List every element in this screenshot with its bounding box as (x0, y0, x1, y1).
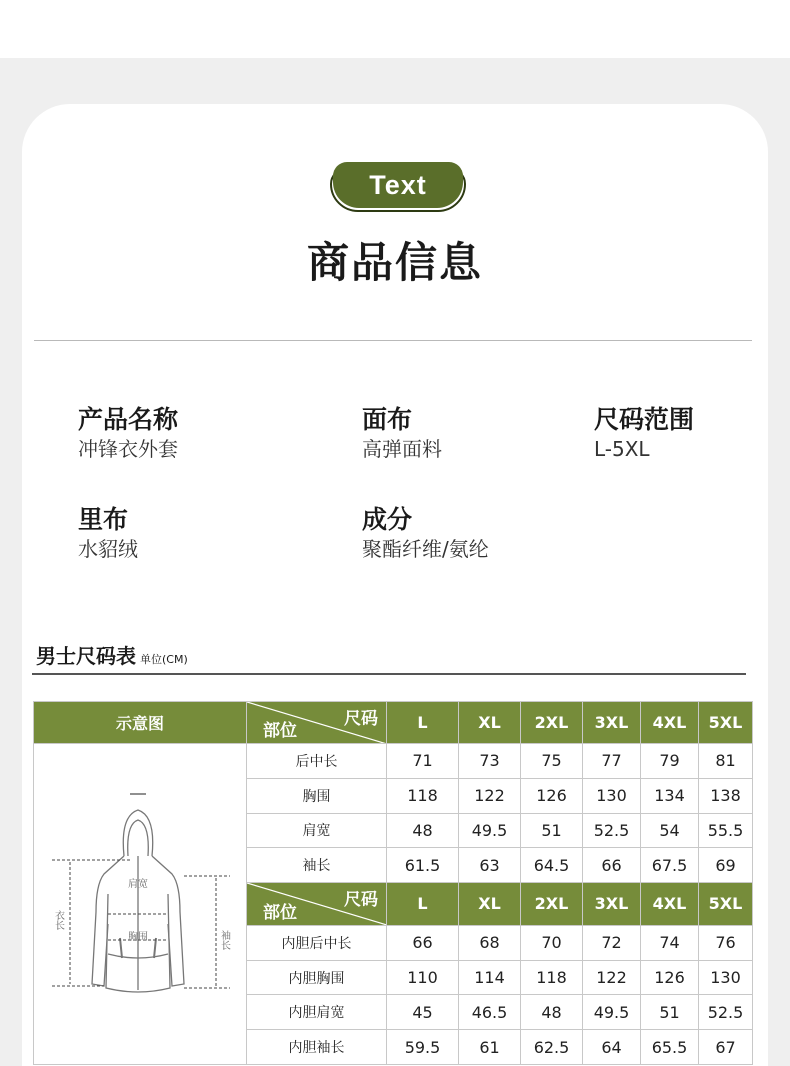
size-col-header: 4XL (641, 702, 699, 744)
size-col-header: 5XL (699, 883, 753, 926)
size-chart-divider (32, 673, 746, 675)
table-cell: 81 (699, 744, 753, 779)
table-cell: 79 (641, 744, 699, 779)
table-cell: 75 (521, 744, 583, 779)
table-cell: 118 (387, 778, 459, 813)
table-cell: 72 (583, 925, 641, 960)
info-value: L-5XL (594, 437, 650, 461)
jacket-diagram (34, 744, 246, 1060)
part-label: 内胆胸围 (247, 960, 387, 995)
part-label: 胸围 (247, 778, 387, 813)
jacket-diagram-cell (34, 744, 247, 1065)
info-value: 聚酯纤维/氨纶 (362, 537, 489, 561)
table-cell: 76 (699, 925, 753, 960)
info-value: 高弹面料 (362, 437, 442, 461)
diagram-sleeve-label: 袖长 (218, 930, 230, 950)
table-cell: 51 (641, 995, 699, 1030)
diagram-shoulder-label: 肩宽 (128, 879, 148, 890)
info-label: 成分 (362, 505, 413, 534)
corner-part-label: 部位 (263, 721, 297, 741)
size-col-header: 4XL (641, 883, 699, 926)
info-value: 冲锋衣外套 (78, 437, 178, 461)
table-cell: 110 (387, 960, 459, 995)
size-col-header: 3XL (583, 883, 641, 926)
table-cell: 55.5 (699, 813, 753, 848)
size-header-row (34, 702, 753, 744)
top-band (0, 0, 790, 58)
part-label: 后中长 (247, 744, 387, 779)
info-fabric (362, 405, 442, 463)
corner-part-label: 部位 (263, 902, 297, 923)
table-cell: 118 (521, 960, 583, 995)
info-label: 尺码范围 (594, 405, 695, 434)
table-cell: 134 (641, 778, 699, 813)
table-cell: 63 (459, 848, 521, 883)
part-label: 袖长 (247, 848, 387, 883)
table-cell: 65.5 (641, 1030, 699, 1065)
table-cell: 46.5 (459, 995, 521, 1030)
table-cell: 59.5 (387, 1030, 459, 1065)
table-cell: 52.5 (583, 813, 641, 848)
table-cell: 130 (583, 778, 641, 813)
table-cell: 67 (699, 1030, 753, 1065)
table-cell: 52.5 (699, 995, 753, 1030)
part-label: 内胆肩宽 (247, 995, 387, 1030)
part-label: 内胆后中长 (247, 925, 387, 960)
info-lining (78, 505, 138, 563)
divider (34, 340, 752, 341)
table-cell: 69 (699, 848, 753, 883)
schema-header: 示意图 (34, 702, 247, 744)
table-cell: 122 (583, 960, 641, 995)
table-cell: 45 (387, 995, 459, 1030)
corner-size-label: 尺码 (344, 890, 378, 910)
table-cell: 51 (521, 813, 583, 848)
size-chart-title-text: 男士尺码表 (36, 644, 136, 668)
info-label: 里布 (78, 505, 129, 534)
table-cell: 66 (387, 925, 459, 960)
info-composition (362, 505, 489, 563)
table-cell: 114 (459, 960, 521, 995)
table-cell: 61 (459, 1030, 521, 1065)
table-cell: 54 (641, 813, 699, 848)
table-cell: 122 (459, 778, 521, 813)
size-table (33, 701, 753, 1065)
table-cell: 64.5 (521, 848, 583, 883)
corner-size-label: 尺码 (344, 709, 378, 729)
table-cell: 73 (459, 744, 521, 779)
diagram-chest-label: 胸围 (128, 932, 148, 943)
table-cell: 77 (583, 744, 641, 779)
table-cell: 66 (583, 848, 641, 883)
size-col-header: XL (459, 883, 521, 926)
info-value: 水貂绒 (78, 537, 138, 561)
info-label: 面布 (362, 405, 413, 434)
size-col-header: 2XL (521, 883, 583, 926)
info-size-range (594, 405, 694, 463)
table-cell: 126 (641, 960, 699, 995)
table-cell: 61.5 (387, 848, 459, 883)
size-col-header: 3XL (583, 702, 641, 744)
corner-header (247, 883, 387, 926)
info-product-name (78, 405, 178, 463)
table-cell: 49.5 (583, 995, 641, 1030)
table-cell: 64 (583, 1030, 641, 1065)
diagram-length-label: 衣长 (52, 910, 64, 930)
size-col-header: L (387, 883, 459, 926)
table-cell: 126 (521, 778, 583, 813)
table-cell: 70 (521, 925, 583, 960)
info-label: 产品名称 (78, 405, 179, 434)
table-cell: 74 (641, 925, 699, 960)
size-col-header: XL (459, 702, 521, 744)
table-cell: 48 (521, 995, 583, 1030)
section-badge: Text (333, 162, 463, 208)
part-label: 内胆袖长 (247, 1030, 387, 1065)
corner-header (247, 702, 387, 744)
size-col-header: 5XL (699, 702, 753, 744)
table-cell: 62.5 (521, 1030, 583, 1065)
size-col-header: 2XL (521, 702, 583, 744)
size-chart-unit: 单位(CM) (140, 653, 188, 666)
size-chart-title (36, 640, 188, 669)
size-col-header: L (387, 702, 459, 744)
table-cell: 67.5 (641, 848, 699, 883)
table-cell: 138 (699, 778, 753, 813)
part-label: 肩宽 (247, 813, 387, 848)
page-title: 商品信息 (306, 238, 483, 287)
table-cell: 71 (387, 744, 459, 779)
table-cell: 68 (459, 925, 521, 960)
table-row (34, 744, 753, 779)
table-cell: 48 (387, 813, 459, 848)
table-cell: 49.5 (459, 813, 521, 848)
table-cell: 130 (699, 960, 753, 995)
